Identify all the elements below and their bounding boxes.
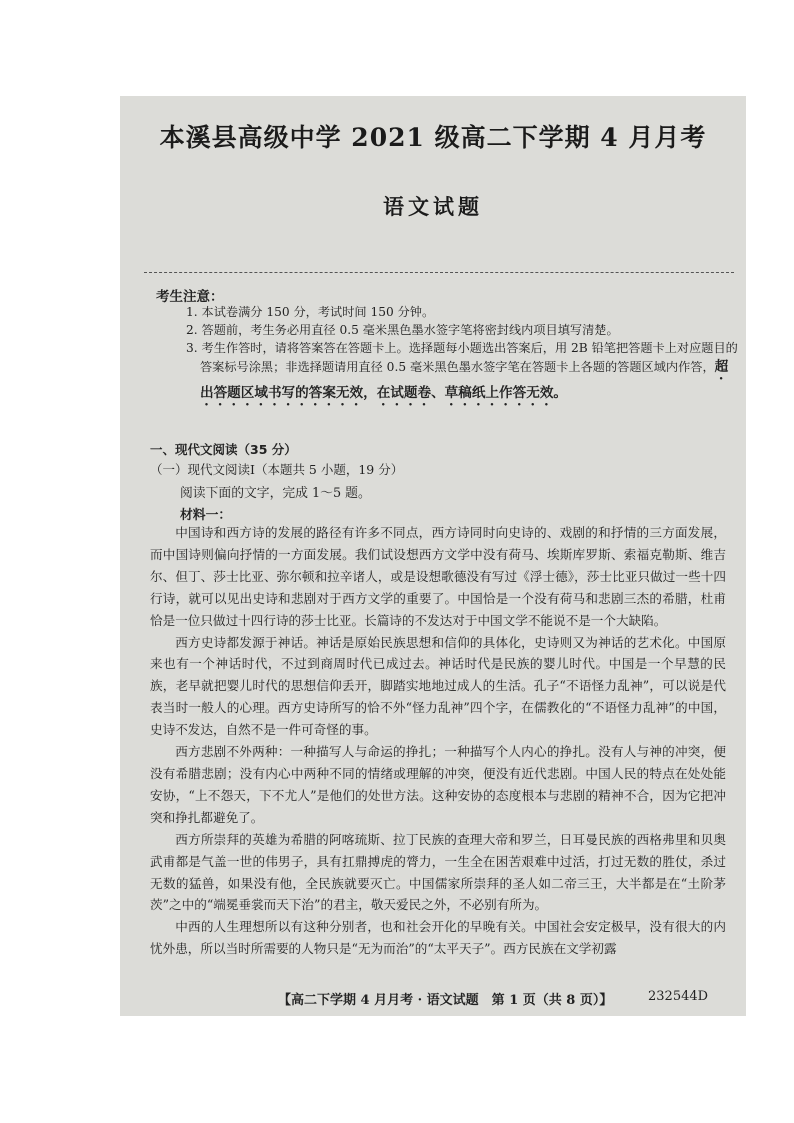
notice-item xyxy=(186,340,741,410)
passage-paragraph: 西方悲剧不外两种：一种描写人与命运的挣扎；一种描写个人内心的挣扎。没有人与神的冲突，便没有希腊悲剧；没有内心中两种不同的情绪或理解的冲突，便没有近代悲剧。中国人民的特点在处处能安协，“上不怨天，下不尤人”是他们的处世方法。这种安协的态度根本与悲剧的精神不合，因为它把冲突和挣扎都避免了。 xyxy=(150,744,726,825)
passage-paragraph: 中西的人生理想所以有这种分别者，也和社会开化的早晚有关。中国社会安定极早，没有很大的内忧外患，所以当时所需要的人物只是“无为而治”的“太平天子”。西方民族在文学初露 xyxy=(150,919,726,957)
notice-emphasis: 超出答题区域书写的答案无效，在试题卷、草稿纸上作答无效。 xyxy=(200,359,729,402)
material-label: 材料一： xyxy=(180,508,232,523)
subsection-heading: （一）现代文阅读Ⅰ（本题共 5 小题，19 分） xyxy=(150,462,404,477)
notice-item: 1. 本试卷满分 150 分，考试时间 150 分钟。 xyxy=(186,305,435,319)
exam-subject-title: 语文试题 xyxy=(383,194,483,219)
notice-heading: 考生注意： xyxy=(156,289,224,305)
notice-item-text: 3. 考生作答时，请将答案答在答题卡上。选择题每小题选出答案后，用 2B 铅笔把答题卡上对应题目的答案标号涂黑；非选择题请用直径 0.5 毫米黑色墨水签字笔在答题卡上各题的答题区域内作答， xyxy=(186,340,738,375)
passage-paragraph: 中国诗和西方诗的发展的路径有许多不同点，西方诗同时向史诗的、戏剧的和抒情的三方面发展，而中国诗则偏向抒情的一方面发展。我们试设想西方文学中没有荷马、埃斯库罗斯、索福克勒斯、维吉尔、但丁、莎士比亚、弥尔顿和拉辛诸人，或是设想歌德没有写过《浮士德》，莎士比亚只做过一些十四行诗，就可以见出史诗和悲剧对于西方文学的重要了。中国恰是一个没有荷马和悲剧三杰的希腊，杜甫恰是一位只做过十四行诗的莎士比亚。长篇诗的不发达对于中国文学不能说不是一个大缺陷。 xyxy=(150,525,726,628)
section-heading: 一、现代文阅读（35 分） xyxy=(150,442,297,457)
notice-list xyxy=(186,304,741,409)
passage-paragraph: 西方史诗都发源于神话。神话是原始民族思想和信仰的具体化，史诗则又为神话的艺术化。中国原来也有一个神话时代，不过到商周时代已成过去。神话时代是民族的婴儿时代。中国是一个早慧的民族，老早就把婴儿时代的思想信仰丢开，脚踏实地地过成人的生活。孔子“不语怪力乱神”，可以说是代表当时一般人的心理。西方史诗所写的恰不外“怪力乱神”四个字，在儒教化的“不语怪力乱神”的中国，史诗不发达，自然不是一件可奇怪的事。 xyxy=(150,634,726,738)
exam-code: 232544D xyxy=(648,989,709,1004)
dashed-divider xyxy=(144,272,734,273)
reading-passage xyxy=(150,522,726,960)
page-footer: 【高二下学期 4 月月考 · 语文试题 第 1 页（共 8 页）】 xyxy=(278,993,613,1008)
exam-paper xyxy=(120,96,746,1016)
exam-title: 本溪县高级中学 2021 级高二下学期 4 月月考 xyxy=(159,123,707,152)
notice-item: 2. 答题前，考生务必用直径 0.5 毫米黑色墨水签字笔将密封线内项目填写清楚。 xyxy=(186,322,619,337)
passage-paragraph: 西方所崇拜的英雄为希腊的阿喀琉斯、拉丁民族的查理大帝和罗兰，日耳曼民族的西格弗里和贝奥武甫都是气盖一世的伟男子，具有扛鼎搏虎的膂力，一生全在困苦艰难中过活，打过无数的胜仗，杀过无数的猛兽，如果没有他，全民族就要灭亡。中国儒家所崇拜的圣人如二帝三王，大半都是在“土阶茅茨”之中的“端冕垂裳而天下治”的君主，敬天爱民之外，不必别有所为。 xyxy=(150,831,726,913)
reading-instruction: 阅读下面的文字，完成 1～5 题。 xyxy=(180,486,371,501)
